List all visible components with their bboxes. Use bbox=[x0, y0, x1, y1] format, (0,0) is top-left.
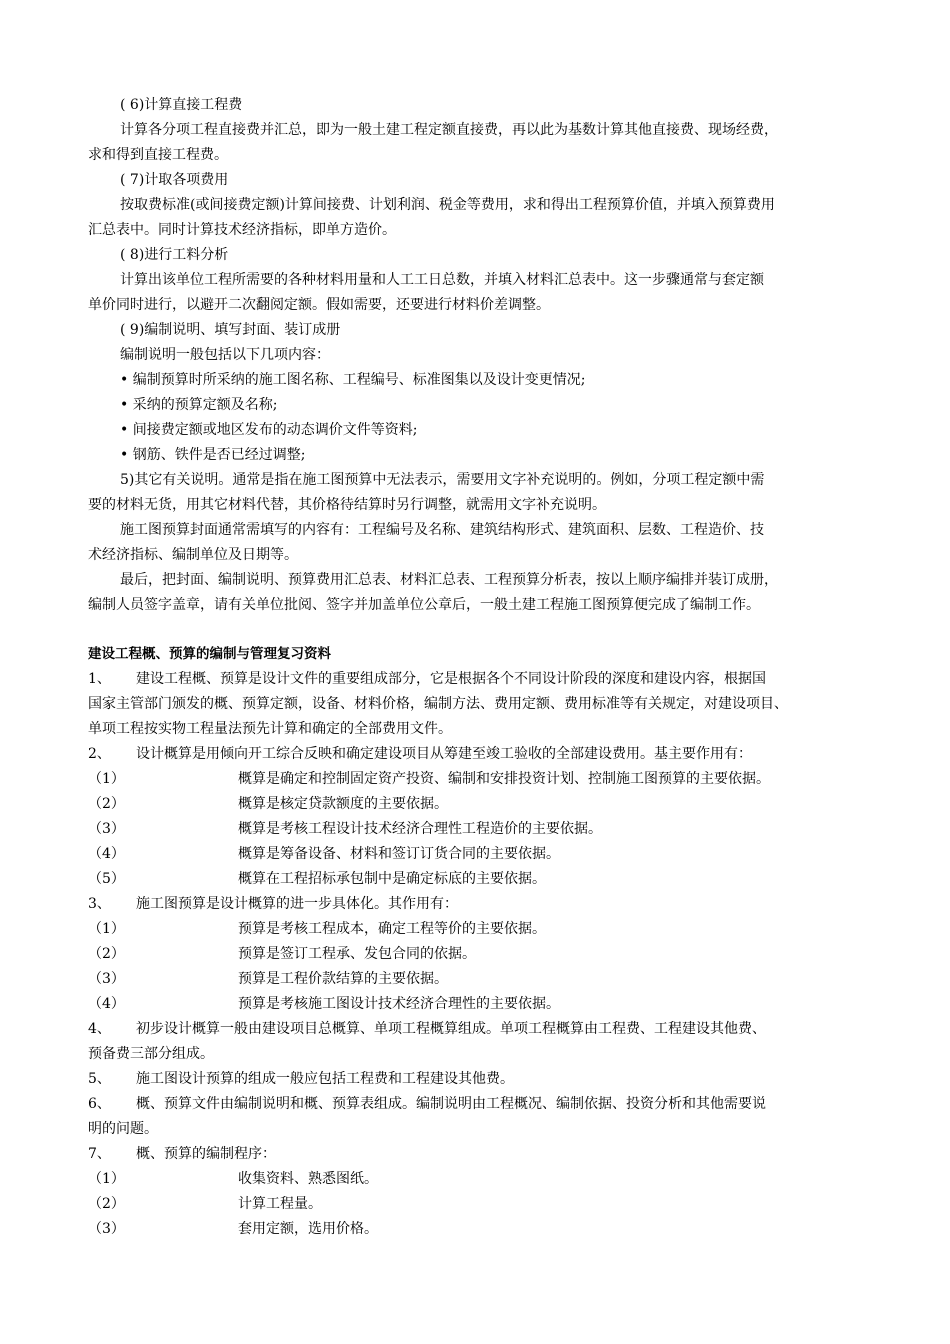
step-8-heading: ( 8)进行工料分析 bbox=[120, 247, 229, 263]
item-label: 4、 bbox=[88, 1021, 111, 1037]
bullet-item: • 钢筋、铁件是否已经过调整; bbox=[120, 447, 306, 463]
paragraph-line: 施工图预算封面通常需填写的内容有：工程编号及名称、建筑结构形式、建筑面积、层数、工程造价、技 bbox=[120, 522, 764, 538]
paragraph-line: 国家主管部门颁发的概、预算定额，设备、材料价格，编制方法、费用定额、费用标准等有关规定，对建设项目、 bbox=[88, 696, 788, 712]
paragraph-line: 求和得到直接工程费。 bbox=[88, 147, 228, 163]
paragraph-line: 编制说明一般包括以下几项内容： bbox=[120, 347, 330, 363]
sub-item-text: 概算是筹备设备、材料和签订订货合同的主要依据。 bbox=[238, 846, 560, 862]
paragraph-line: 计算出该单位工程所需要的各种材料用量和人工工日总数，并填入材料汇总表中。这一步骤通常与套定额 bbox=[120, 272, 764, 288]
sub-item-label: （3） bbox=[88, 971, 125, 987]
section-heading: 建设工程概、预算的编制与管理复习资料 bbox=[88, 646, 331, 662]
item-text: 概、预算文件由编制说明和概、预算表组成。编制说明由工程概况、编制依据、投资分析和其他需要说 bbox=[136, 1096, 766, 1112]
step-6-heading: ( 6)计算直接工程费 bbox=[120, 97, 243, 113]
sub-item-label: （4） bbox=[88, 846, 125, 862]
item-text: 施工图预算是设计概算的进一步具体化。其作用有： bbox=[136, 896, 458, 912]
item-label: 7、 bbox=[88, 1146, 111, 1162]
paragraph-line: 明的问题。 bbox=[88, 1121, 158, 1137]
item-text: 建设工程概、预算是设计文件的重要组成部分，它是根据各个不同设计阶段的深度和建设内容，根据国 bbox=[136, 671, 766, 687]
item-text: 设计概算是用倾向开工综合反映和确定建设项目从筹建至竣工验收的全部建设费用。基主要作用有： bbox=[136, 746, 752, 762]
paragraph-line: 汇总表中。同时计算技术经济指标，即单方造价。 bbox=[88, 222, 396, 238]
sub-item-label: （5） bbox=[88, 871, 125, 887]
sub-item-text: 概算在工程招标承包制中是确定标底的主要依据。 bbox=[238, 871, 546, 887]
sub-item-text: 预算是考核工程成本，确定工程等价的主要依据。 bbox=[238, 921, 546, 937]
step-9-heading: ( 9)编制说明、填写封面、装订成册 bbox=[120, 322, 341, 338]
sub-item-label: （1） bbox=[88, 1171, 125, 1187]
item-label: 2、 bbox=[88, 746, 111, 762]
sub-item-text: 概算是核定贷款额度的主要依据。 bbox=[238, 796, 448, 812]
bullet-item: • 采纳的预算定额及名称; bbox=[120, 397, 278, 413]
item-text: 施工图设计预算的组成一般应包括工程费和工程建设其他费。 bbox=[136, 1071, 514, 1087]
paragraph-line: 最后，把封面、编制说明、预算费用汇总表、材料汇总表、工程预算分析表，按以上顺序编排并装订成册， bbox=[120, 572, 778, 588]
sub-item-text: 概算是确定和控制固定资产投资、编制和安排投资计划、控制施工图预算的主要依据。 bbox=[238, 771, 770, 787]
item-label: 6、 bbox=[88, 1096, 111, 1112]
sub-item-label: （3） bbox=[88, 821, 125, 837]
sub-item-text: 概算是考核工程设计技术经济合理性工程造价的主要依据。 bbox=[238, 821, 602, 837]
sub-item-label: （2） bbox=[88, 946, 125, 962]
sub-item-label: （4） bbox=[88, 996, 125, 1012]
sub-item-label: （2） bbox=[88, 1196, 125, 1212]
paragraph-line: 要的材料无货，用其它材料代替，其价格待结算时另行调整，就需用文字补充说明。 bbox=[88, 497, 606, 513]
paragraph-line: 术经济指标、编制单位及日期等。 bbox=[88, 547, 298, 563]
paragraph-line: 预备费三部分组成。 bbox=[88, 1046, 214, 1062]
sub-item-text: 计算工程量。 bbox=[238, 1196, 322, 1212]
sub-item-label: （3） bbox=[88, 1221, 125, 1237]
paragraph-line: 单项工程按实物工程量法预先计算和确定的全部费用文件。 bbox=[88, 721, 452, 737]
paragraph-line: 单价同时进行，以避开二次翻阅定额。假如需要，还要进行材料价差调整。 bbox=[88, 297, 550, 313]
paragraph-line: 5)其它有关说明。通常是指在施工图预算中无法表示，需要用文字补充说明的。例如，分项工程定额中需 bbox=[120, 472, 765, 488]
paragraph-line: 按取费标准(或间接费定额)计算间接费、计划利润、税金等费用，求和得出工程预算价值，并填入预算费用 bbox=[120, 197, 775, 213]
item-text: 概、预算的编制程序： bbox=[136, 1146, 276, 1162]
item-label: 5、 bbox=[88, 1071, 111, 1087]
bullet-item: • 编制预算时所采纳的施工图名称、工程编号、标准图集以及设计变更情况; bbox=[120, 372, 586, 388]
paragraph-line: 计算各分项工程直接费并汇总，即为一般土建工程定额直接费，再以此为基数计算其他直接费、现场经费， bbox=[120, 122, 778, 138]
bullet-item: • 间接费定额或地区发布的动态调价文件等资料; bbox=[120, 422, 418, 438]
sub-item-text: 套用定额，选用价格。 bbox=[238, 1221, 378, 1237]
sub-item-text: 预算是考核施工图设计技术经济合理性的主要依据。 bbox=[238, 996, 560, 1012]
sub-item-label: （1） bbox=[88, 771, 125, 787]
item-label: 1、 bbox=[88, 671, 111, 687]
item-text: 初步设计概算一般由建设项目总概算、单项工程概算组成。单项工程概算由工程费、工程建设其他费、 bbox=[136, 1021, 766, 1037]
paragraph-line: 编制人员签字盖章，请有关单位批阅、签字并加盖单位公章后，一般土建工程施工图预算便完成了编制工作。 bbox=[88, 597, 760, 613]
sub-item-text: 收集资料、熟悉图纸。 bbox=[238, 1171, 378, 1187]
sub-item-text: 预算是工程价款结算的主要依据。 bbox=[238, 971, 448, 987]
sub-item-label: （1） bbox=[88, 921, 125, 937]
sub-item-label: （2） bbox=[88, 796, 125, 812]
sub-item-text: 预算是签订工程承、发包合同的依据。 bbox=[238, 946, 476, 962]
step-7-heading: ( 7)计取各项费用 bbox=[120, 172, 229, 188]
item-label: 3、 bbox=[88, 896, 111, 912]
